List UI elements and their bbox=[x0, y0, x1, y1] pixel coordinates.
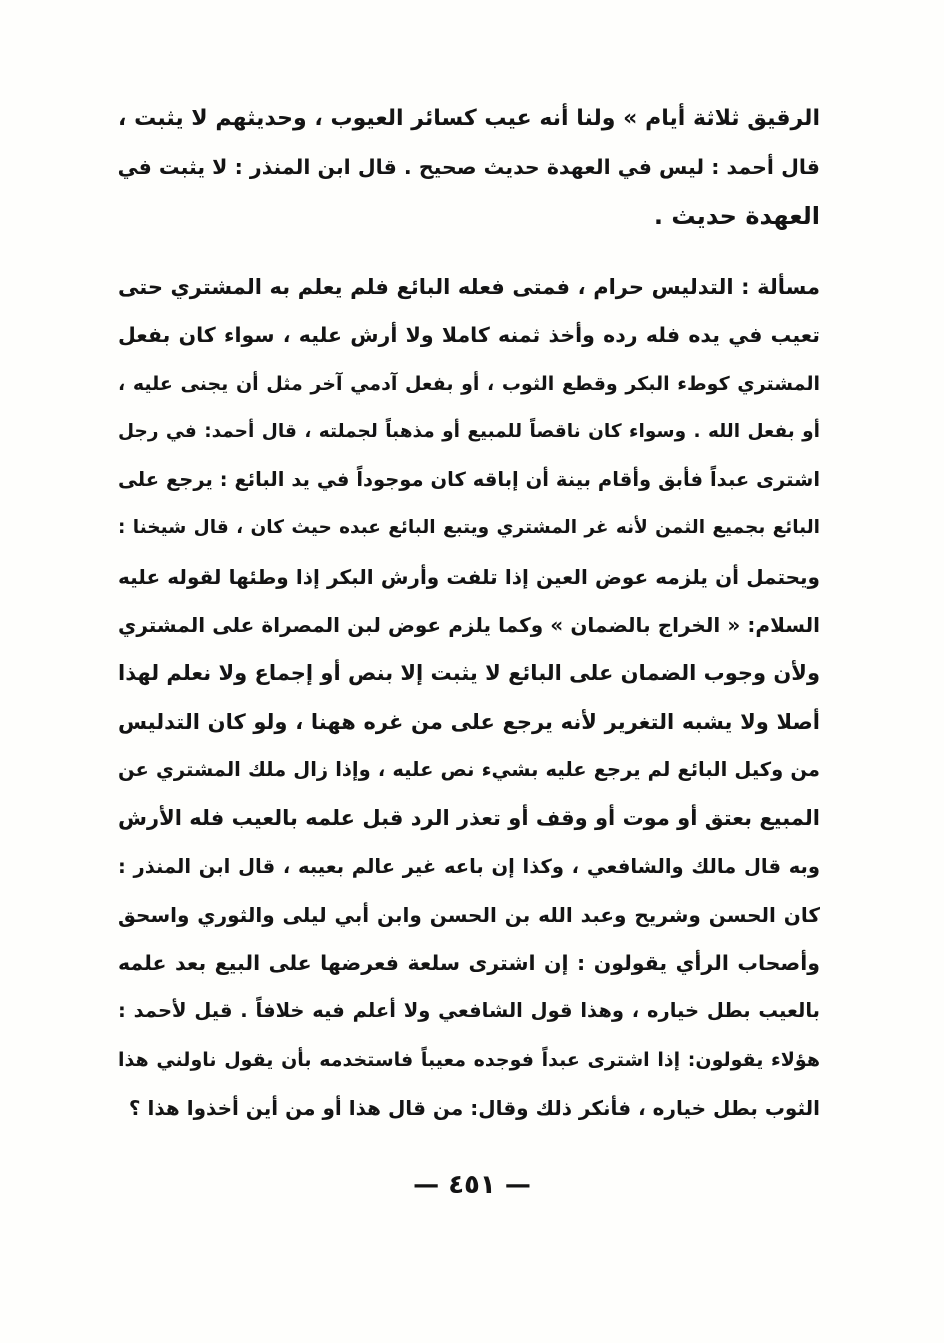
text-line: أصلا ولا يشبه التغرير لأنه يرجع على من غره ههنا ، ولو كان التدليس bbox=[118, 709, 820, 734]
text-line: قال أحمد : ليس في العهدة حديث صحيح . قال ابن المنذر : لا يثبت في bbox=[118, 155, 820, 180]
text-line: اشترى عبداً فأبق وأقام بينة أن إباقه كان موجوداً في يد البائع : يرجع على bbox=[118, 468, 820, 492]
text-line: هؤلاء يقولون: إذا اشترى عبداً فوجده معيباً فاستخدمه بأن يقول ناولني هذا bbox=[118, 1048, 820, 1071]
text-line: المبيع بعتق أو موت أو وقف أو تعذر الرد قبل علمه بالعيب فله الأرش bbox=[118, 806, 820, 831]
text-line: ولأن وجوب الضمان على البائع لا يثبت إلا بنص أو إجماع ولا نعلم لهذا bbox=[118, 661, 820, 686]
text-line: وبه قال مالك والشافعي ، وكذا إن باعه غير عالم بعيبه ، قال ابن المنذر : bbox=[118, 854, 820, 878]
text-line: الرقيق ثلاثة أيام » ولنا أنه عيب كسائر العيوب ، وحديثهم لا يثبت ، bbox=[118, 106, 820, 131]
text-line: البائع بجميع الثمن لأنه غر المشتري ويتبع البائع عبده حيث كان ، قال شيخنا : bbox=[118, 517, 820, 539]
text-line: كان الحسن وشريح وعبد الله بن الحسن وابن أبي ليلى والثوري واسحق bbox=[118, 902, 820, 927]
text-line: أو بفعل الله . وسواء كان ناقصاً للمبيع أو مذهباً لجملته ، قال أحمد: في رجل bbox=[118, 420, 820, 442]
text-line: ويحتمل أن يلزمه عوض العين إذا تلفت وأرش البكر إذا وطئها لقوله عليه bbox=[118, 564, 820, 589]
text-line: تعيب في يده فله رده وأخذ ثمنه كاملا ولا أرش عليه ، سواء كان بفعل bbox=[118, 323, 820, 348]
text-line: المشتري كوطء البكر وقطع الثوب ، أو بفعل آدمي آخر مثل أن يجنى عليه ، bbox=[118, 372, 820, 395]
text-line: العهدة حديث . bbox=[653, 201, 820, 230]
page-number: — ٤٥١ — bbox=[413, 1170, 531, 1200]
text-line: وأصحاب الرأي يقولون : إن اشترى سلعة فعرضها على البيع بعد علمه bbox=[118, 951, 820, 976]
text-line: مسألة : التدليس حرام ، فمتى فعله البائع فلم يعلم به المشتري حتى bbox=[118, 275, 820, 299]
text-line: السلام: « الخراج بالضمان » وكما يلزم عوض لبن المصراة على المشتري bbox=[118, 613, 820, 638]
text-line: من وكيل البائع لم يرجع عليه بشيء نص عليه ، وإذا زال ملك المشتري عن bbox=[118, 757, 820, 781]
paragraph-1 bbox=[118, 95, 820, 240]
paragraph-2 bbox=[118, 263, 820, 1132]
text-line: بالعيب بطل خياره ، وهذا قول الشافعي ولا أعلم فيه خلافاً . قيل لأحمد : bbox=[118, 999, 820, 1023]
text-line: الثوب بطل خياره ، فأنكر ذلك وقال: من قال هذا أو من أين أخذوا هذا ؟ bbox=[128, 1096, 820, 1121]
